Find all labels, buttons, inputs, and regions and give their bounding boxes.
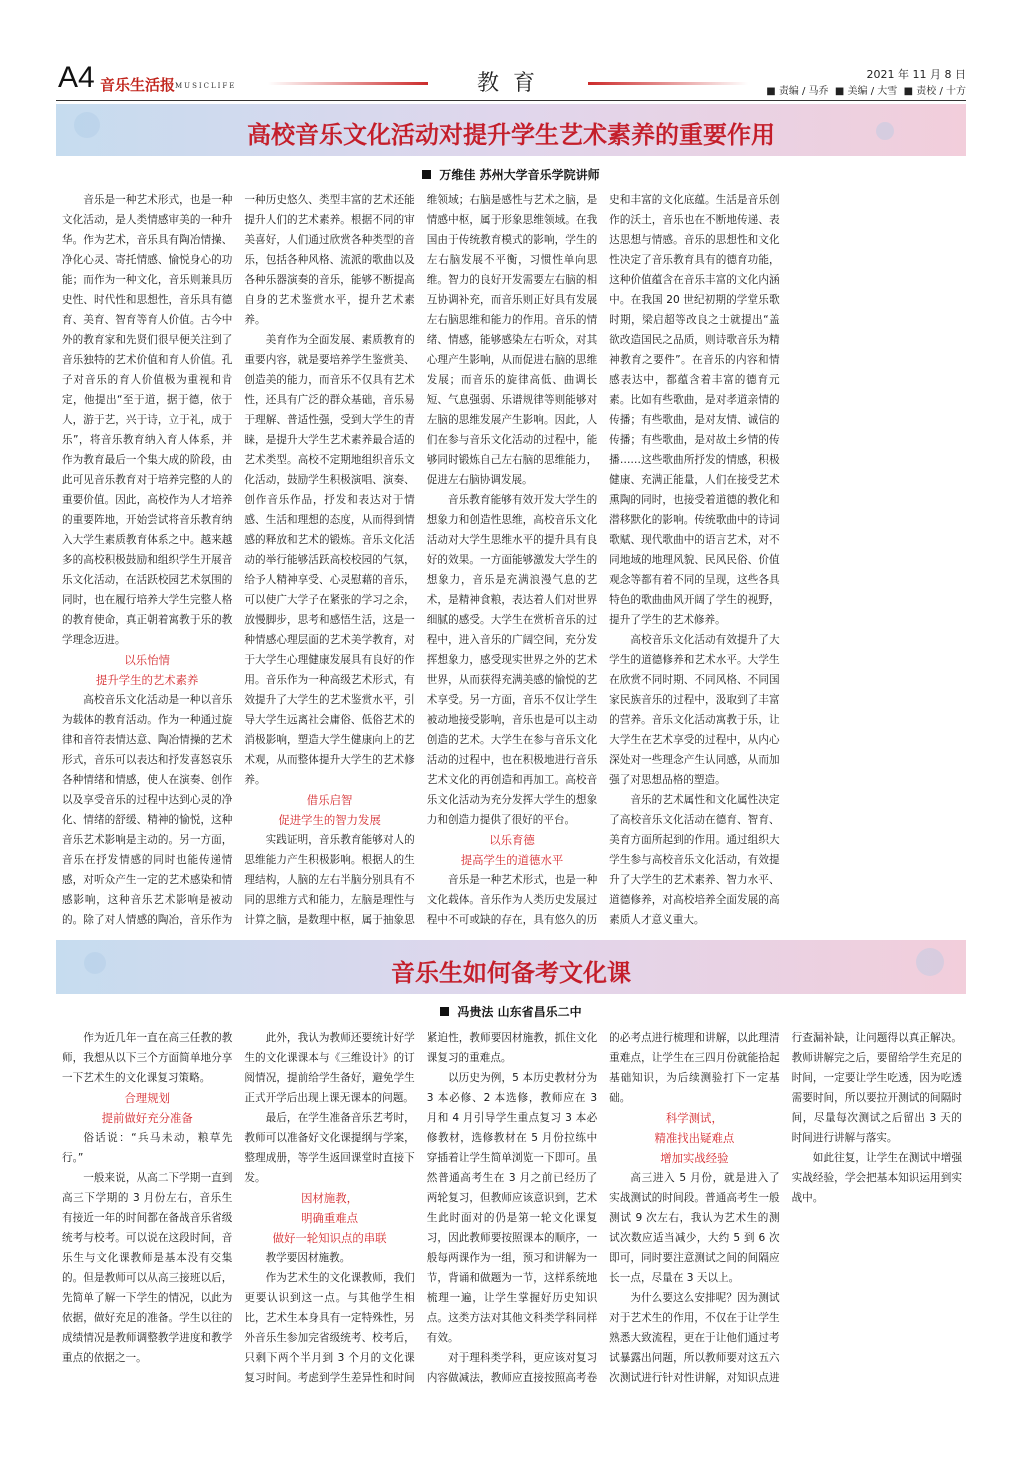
author: 万维佳 苏州大学音乐学院讲师 [439,168,600,182]
body-paragraph: 教学要因材施教。 [265,1252,351,1264]
body-paragraph: 高三进入 5 月份，就是进入了实战测试的时间段。普通高考生一般测试 9 次左右，我认为艺术生的测试次数应适当减少，大约 5 到 6 次即可，同时要注意测试之间的间隔应长一点，尽量在 3 天以上。 [609,1172,780,1284]
issue-date: 2021 年 11 月 8 日 [866,68,966,81]
article-banner [56,940,966,994]
article-body [62,190,962,932]
section-subheading: 因材施教， [301,1191,359,1205]
proofreader-credit: ■ 责校 / 十方 [903,86,966,97]
body-paragraph: 俗话说：“兵马未动，粮草先行。” [62,1132,233,1164]
body-paragraph: 高校音乐文化活动有效提升了大学生的道德修养和艺术水平。大学生在欣赏不同时期、不同风格、不同国家民族音乐的过程中，汲取到了丰富的营养。音乐文化活动寓教于乐，让大学生在艺术享受的过程中，从内心深处对一些理念产生认同感，从而加强了对思想品格的塑造。 [609,634,780,786]
header-divider [56,100,966,101]
body-paragraph: 一般来说，从高二下学期一直到高三下学期的 3 月份左右，音乐生有接近一年的时间都在备战音乐省级统考与校考。可以说在这段时间，音乐生与文化课教师是基本没有交集的。但是教师可以从高三接班以后，先简单了解一下学生的情况，以此为依据，做好充足的准备。学生以往的成绩情况是教师调整教学进度和教学重点的依据之一。 [62,1172,233,1364]
bullet-square [422,170,431,179]
section-subheading: 合理规划 [124,1091,170,1105]
editor-credit: ■ 责编 / 马乔 [766,86,829,97]
section-subheading: 科学测试， [665,1111,723,1125]
body-paragraph: 作为近几年一直在高三任教的教师，我想从以下三个方面简单地分享一下艺术生的文化课复习策略。 [62,1032,233,1084]
body-paragraph: 此外，我认为教师还要统计好学生的文化课课本与《三维设计》的订阅情况，提前给学生备好，避免学生正式开学后出现上课无课本的问题。 [244,1032,415,1104]
body-paragraph: 高校音乐文化活动是一种以音乐为载体的教育活动。作为一种通过旋律和音符表情达意、陶冶情操的艺术形式，音乐可以表达和抒发喜怒哀乐各种情绪和情感，使人在演奏、创作以及享受音乐的过程中达到心灵的净化、情绪的舒缓、精神的愉悦，这种音乐艺术影响是主动的。另一方面，音乐在抒发情感的同时也能传递情感，对听众产生一定的艺术感染和情感影响，这种音乐艺术影响是被动的。除了对人情感的陶冶，音乐作为一种历史悠久、类型丰富的艺术还能提升人们的艺术素养。根据不同的审美喜好，人们通过欣赏各种类型的音乐，包括各种风格、流派的歌曲以及各种乐器演奏的音乐，能够不断提高自身的艺术鉴赏水平，提升艺术素养。 [62,194,415,926]
section-subheading: 以乐怡情 [124,653,170,667]
section-subheading: 提高学生的道德水平 [460,853,564,867]
section-name: 教育 [476,71,549,96]
body-paragraph: 音乐的艺术属性和文化属性决定了高校音乐文化活动在德育、智育、美育方面所起到的作用。通过组织大学生参与高校音乐文化活动，有效提升了大学生的艺术素养、智力水平、道德修养，对高校培养全面发展的高素质人才意义重大。 [609,794,780,926]
article-byline [56,166,966,183]
header-rule-left [268,82,428,85]
bullet-square [440,1007,449,1016]
body-paragraph: 为什么要这么安排呢？因为测试对于艺术生的作用，不仅在于让学生熟悉大致流程，更在于让他们通过考试暴露出问题，所以教师要对这五六次测试进行针对性讲解，对知识点进行查漏补缺，让问题得以真正解决。教师讲解完之后，要留给学生充足的时间，一定要让学生吃透，因为吃透需要时间，所以要拉开测试的间隔时间，尽量每次测试之后留出 3 天的时间进行讲解与落实。 [609,1032,962,1384]
body-paragraph: 音乐是一种艺术形式，也是一种文化活动，是人类情感审美的一种升华。作为艺术，音乐具有陶冶情操、净化心灵、寄托情感、愉悦身心的功能；而作为一种文化，音乐则兼具历史性、时代性和思想性，音乐具有德育、美育、智育等育人价值。古今中外的教育家和先贤们很早便关注到了音乐独特的艺术价值和育人价值。孔子对音乐的育人价值极为重视和肯定，他提出“至于道，据于德，依于人，游于艺，兴于诗，立于礼，成于乐”，将音乐教育纳入育人体系，并作为教育最后一个集大成的阶段，由此可见音乐教育对于培养完整的人的重要价值。因此，高校作为人才培养的重要阵地，开始尝试将音乐教育纳入大学生素质教育体系之中。越来越多的高校积极鼓励和组织学生开展音乐文化活动，在活跃校园艺术氛围的同时，也在履行培养大学生完整人格的教育使命，真正朝着寓教于乐的教学理念迈进。 [62,194,233,646]
body-paragraph: 如此往复，让学生在测试中增强实战经验，学会把基本知识运用到实战中。 [791,1152,962,1204]
body-paragraph: 以历史为例，5 本历史教材分为 3 本必修、2 本选修，教师应在 3 月和 4 月引导学生重点复习 3 本必修教材，选修教材在 5 月份拉练中穿插着让学生简单浏览一下即可。虽然普通高考生在 3 月之前已经历了两轮复习，但教师应该意识到，艺术生此时面对的仍是第一轮文化课复习，因此教师要按照课本的顺序，一般每两课作为一组，预习和讲解为一节，背诵和做题为一节，这样系统地梳理一遍，让学生掌握好历史知识点。这类方法对其他文科类学科同样有效。 [426,1072,598,1344]
article-banner [56,104,966,156]
section-subheading: 借乐启智 [306,793,353,807]
section-subheading: 明确重难点 [301,1211,359,1225]
section-subheading: 以乐育德 [489,833,535,847]
article-title: 音乐生如何备考文化课 [391,959,631,987]
body-paragraph: 对于理科类学科，更应该对复习内容做减法，教师应直接按照高考卷的必考点进行梳理和讲解，以此理清重难点，让学生在三四月份就能拾起基础知识，为后续测验打下一定基础。 [426,1032,780,1384]
editor-credits [700,82,966,97]
body-paragraph: 作为艺术生的文化课教师，我们更要认识到这一点。与其他学生相比，艺术生本身具有一定特殊性，另外音乐生参加完省级统考、校考后，只剩下两个半月到 3 个月的文化课复习时间。考虑到学生差异性和时间紧迫性，教师要因材施教，抓住文化课复习的重难点。 [244,1032,598,1384]
section-subheading: 提前做好充分准备 [101,1111,193,1125]
article-body [62,1028,962,1400]
page-number: A4 [58,61,95,94]
section-subheading: 精准找出疑难点 [654,1131,735,1145]
article-title: 高校音乐文化活动对提升学生艺术素养的重要作用 [247,121,775,149]
newspaper-name: 音乐生活报 [100,76,176,94]
body-paragraph: 音乐教育能够有效开发大学生的想象力和创造性思维，高校音乐文化活动对大学生思维水平的提升具有良好的效果。一方面能够激发大学生的想象力，音乐是充满浪漫气息的艺术，是精神食粮，表达着人们对世界细腻的感受。大学生在赏析音乐的过程中，进入音乐的广阔空间，充分发挥想象力，感受现实世界之外的艺术世界，从而获得充满美感的愉悦的艺术享受。另一方面，音乐不仅让学生被动地接受影响，音乐也是可以主动创造的艺术。大学生在参与音乐文化活动的过程中，也在积极地进行音乐艺术文化的再创造和再加工。高校音乐文化活动为充分发挥大学生的想象力和创造力提供了很好的平台。 [426,494,598,826]
newspaper-name-en: MUSICLIFE [175,82,237,90]
section-subheading: 增加实战经验 [660,1151,729,1165]
section-subheading: 提升学生的艺术素养 [95,673,199,687]
body-paragraph: 美育作为全面发展、素质教育的重要内容，就是要培养学生鉴赏美、创造美的能力，而音乐不仅具有艺术性，还具有广泛的群众基础，音乐易于理解、普适性强，受到大学生的青睐，是提升大学生艺术素养最合适的艺术类型。高校不定期地组织音乐文化活动，鼓励学生积极演唱、演奏、创作音乐作品，抒发和表达对于情感、生活和理想的态度，从而得到情感的释放和艺术的锻炼。音乐文化活动的举行能够活跃高校校园的气氛，给予人精神享受、心灵慰藉的音乐，可以使广大学子在紧张的学习之余，放慢脚步，思考和感悟生活，这是一种情感心理层面的艺术美学教育，对于大学生心理健康发展具有良好的作用。音乐作为一种高级艺术形式，有效提升了大学生的艺术鉴赏水平，引导大学生远离社会庸俗、低俗艺术的消极影响，塑造大学生健康向上的艺术观，从而整体提升大学生的艺术修养。 [244,334,415,786]
body-paragraph: 实践证明，音乐教育能够对人的思维能力产生积极影响。根据人的生理结构，人脑的左右半脑分别具有不同的思维方式和能力，左脑是理性与计算之脑，是数理中枢，属于抽象思维领域；右脑是感性与艺术之脑，是情感中枢，属于形象思维领域。在我国由于传统教育模式的影响，学生的左右脑发展不平衡，习惯性单向思维。智力的良好开发需要左右脑的相互协调补充，而音乐则正好具有发展左右脑思维和能力的作用。音乐的情绪、情感，能够感染左右听众，对其心理产生影响，从而促进右脑的思维发展；而音乐的旋律高低、曲调长短、气息强弱、乐谱规律等则能够对左脑的思维发展产生影响。因此，人们在参与音乐文化活动的过程中，能够同时锻炼自己左右脑的思维能力，促进左右脑协调发展。 [244,194,598,926]
section-subheading: 做好一轮知识点的串联 [272,1231,387,1245]
body-paragraph: 音乐是一种艺术形式，也是一种文化载体。音乐作为人类历史发展过程中不可或缺的存在，具有悠久的历史和丰富的文化底蕴。生活是音乐创作的沃土，音乐也在不断地传递、表达思想与情感。音乐的思想性和文化性决定了音乐教育具有的德育功能，这种价值蕴含在音乐丰富的文化内涵中。在我国 20 世纪初期的学堂乐歌时期，梁启超等改良之士就提出“盖欲改造国民之品质，则诗歌音乐为精神教育之要件”。在音乐的内容和情感表达中，都蕴含着丰富的德育元素。比如有些歌曲，是对孝道亲情的传播；有些歌曲，是对友情、诚信的传播；有些歌曲，是对故土乡情的传播……这些歌曲所抒发的情感，积极健康、充满正能量，人们在接受艺术熏陶的同时，也接受着道德的教化和潜移默化的影响。传统歌曲中的诗词歌赋、现代歌曲中的语言艺术，对不同地域的地理风貌、民风民俗、价值观念等都有着不同的呈现，这些各具特色的歌曲曲风开阔了学生的视野，提升了学生的艺术修养。 [426,194,780,926]
section-subheading: 促进学生的智力发展 [278,813,381,827]
article-byline [56,1003,966,1020]
author: 冯贵法 山东省昌乐二中 [457,1005,582,1019]
body-paragraph: 最后，在学生准备音乐艺考时，教师可以准备好文化课提纲与学案，整理成册，等学生返回课堂时直接下发。 [244,1112,415,1184]
designer-credit: ■ 美编 / 大雪 [834,86,898,97]
